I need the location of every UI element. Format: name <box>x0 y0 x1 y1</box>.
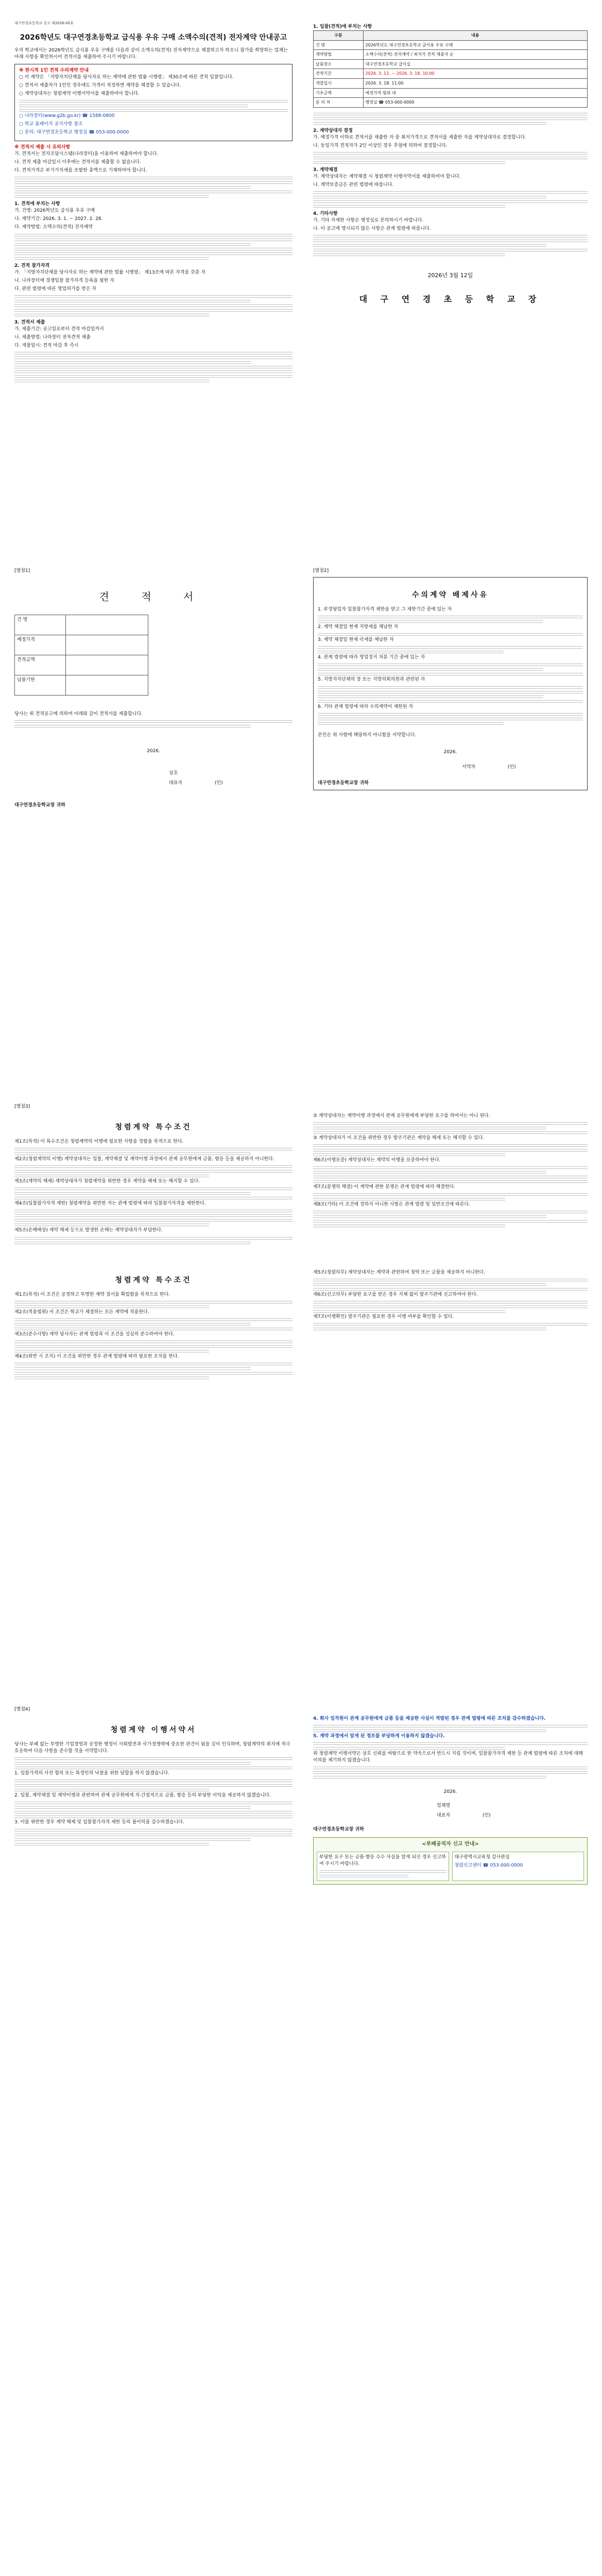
article: 제2조(청렴계약의 이행) 계약상대자는 입찰, 계약체결 및 계약이행 과정에서 관계 공무원에게 금품, 향응 등을 제공하지 아니한다. <box>14 1157 274 1162</box>
article: 제4조(입찰참가자격 제한) 청렴계약을 위반한 자는 관계 법령에 따라 입찰참가자격을 제한한다. <box>14 1201 206 1207</box>
pledge-box <box>313 577 588 790</box>
warning-line: ○ 계약상대자는 청렴계약 이행서약서를 제출하여야 합니다. <box>19 91 140 96</box>
section-item: 나. 제출방법: 나라장터 전자견적 제출 <box>14 334 91 340</box>
right-section-1 <box>313 167 588 208</box>
section-item: 나. 나라장터에 경쟁입찰 참가자격 등록을 필한 자 <box>14 278 114 283</box>
banner-right-panel <box>452 1852 584 1881</box>
warning-line: ○ 견적서 제출자가 1인인 경우에도 가격이 적정하면 계약을 체결할 수 있습니다. <box>19 82 181 88</box>
article: 제8조(기타) 이 조건에 정하지 아니한 사항은 관계 법령 및 일반조건에 따른다. <box>313 1202 471 1208</box>
estimate-rep: 대표자 (인) <box>169 781 223 786</box>
pledge-item: 4. 관계 법령에 따라 영업정지 처분 기간 중에 있는 자 <box>318 655 425 660</box>
pledge-addressee: 대구연경초등학교장 귀하 <box>318 780 369 786</box>
right-table-title: 1. 입찰(견적)에 부치는 사항 <box>313 24 372 29</box>
section-item: 가. 견적서는 전자조달시스템(나라장터)을 이용하여 제출하여야 합니다. <box>14 151 159 157</box>
section-title: 2. 견적 참가자격 <box>14 263 50 268</box>
banner-left-panel <box>317 1852 449 1881</box>
article: ② 계약상대자는 계약이행 과정에서 관계 공무원에게 부당한 요구를 하여서는 아니 된다. <box>313 1113 490 1118</box>
warning-title: ※ 한시적 1인 견적 수의계약 안내 <box>19 67 89 73</box>
article: 제2조(적용범위) 이 조건은 학교가 체결하는 모든 계약에 적용한다. <box>14 1309 149 1315</box>
integrity-rep: 대표자 (인) <box>437 1813 491 1819</box>
pledge-form-page <box>313 568 588 1082</box>
integrity-paragraph: 5. 계약 과정에서 알게 된 정보를 부당하게 이용하지 않겠습니다. <box>313 1734 445 1739</box>
pledge-date: 2026. <box>443 749 457 755</box>
integrity-addressee: 대구연경초등학교장 귀하 <box>313 1827 364 1833</box>
estimate-form-title: 견 적 서 <box>99 590 208 603</box>
pledge-item: 5. 지방자치단체의 장 또는 지방의회의원과 관련된 자 <box>318 677 425 683</box>
section-title: 1. 견적에 부치는 사항 <box>14 201 60 207</box>
notice-title: 2026학년도 대구연경초등학교 급식용 우유 구매 소액수의(견적) 전자계약 안내공고 <box>20 33 287 42</box>
pledge-item: 2. 계약 체결일 현재 지방세를 체납한 자 <box>318 624 399 630</box>
link-line[interactable]: ○ 문의: 대구연경초등학교 행정실 ☎ 053-000-0000 <box>19 130 129 135</box>
estimate-form-tag: [별첨1] <box>14 568 30 573</box>
terms-title-1: 청렴계약 특수조건 <box>115 1123 192 1131</box>
form-row: 견적금액 <box>15 655 148 675</box>
section-title: 4. 기타사항 <box>313 211 338 217</box>
table-header: 내용 <box>363 31 587 41</box>
integrity-company: 업체명 <box>437 1803 451 1809</box>
integrity-pledge-page <box>14 1707 293 2282</box>
integrity-title: 청렴계약 이행서약서 <box>110 1726 197 1734</box>
form-row: 건 명 <box>15 615 148 635</box>
table-row: 계약방법 소액수의(견적) 전자계약 / 최저가 견적 제출자 순 <box>314 50 588 60</box>
left-section-2 <box>14 263 293 316</box>
table-row: 견적기간 2026. 3. 12. ~ 2026. 3. 18. 10:00 <box>314 69 588 79</box>
notice-signature: 대 구 연 경 초 등 학 교 장 <box>359 294 542 304</box>
integrity-paragraph: 당사는 부패 없는 투명한 기업경영과 공정한 행정이 사회발전과 국가경쟁력에 중요한 관건이 됨을 깊이 인식하며, 청렴계약의 취지에 적극 호응하여 다음 사항을 준수할 것을 서약합니다. <box>14 1742 290 1754</box>
article: 제5조(손해배상) 계약 해제 등으로 발생한 손해는 계약상대자가 부담한다. <box>14 1228 163 1233</box>
section-item: 나. 동일가격 견적자가 2인 이상인 경우 추첨에 의하여 결정합니다. <box>313 143 448 148</box>
section-title: 3. 견적서 제출 <box>14 319 45 325</box>
form-input[interactable] <box>66 675 148 696</box>
table-row: 기초금액 예정가격 범위 내 <box>314 88 588 98</box>
notice-right-column <box>313 21 588 546</box>
article: 제3조(준수사항) 계약 당사자는 관계 법령과 이 조건을 성실히 준수하여야 한다. <box>14 1331 175 1337</box>
integrity-paragraph: 3. 이를 위반한 경우 계약 해제 및 입찰참가자격 제한 등의 불이익을 감수하겠습니다. <box>14 1820 184 1825</box>
table-row: 문 의 처 행정실 ☎ 053-000-0000 <box>314 98 588 108</box>
article: 제4조(위반 시 조치) 이 조건을 위반한 경우 관계 법령에 따라 필요한 조치를 한다. <box>14 1353 179 1359</box>
table-row: 개찰일시 2026. 3. 18. 11:00 <box>314 79 588 89</box>
link-line[interactable]: ○ 학교 홈페이지 공지사항 참조 <box>19 122 83 127</box>
report-banner <box>313 1837 588 1885</box>
banner-line[interactable]: 청렴신고센터 ☎ 053-000-0000 <box>454 1862 523 1868</box>
section-item: 나. 계약기간: 2026. 3. 1. ~ 2027. 2. 28. <box>14 216 103 222</box>
section-item: 다. 견적가격은 부가가치세를 포함한 총액으로 기재하여야 합니다. <box>14 168 147 174</box>
pledge-title: 수의계약 배제사유 <box>411 591 489 599</box>
contract-terms-page <box>14 1104 293 1685</box>
pledge-signer: 서약자 (인) <box>462 764 516 770</box>
form-input[interactable] <box>66 635 148 655</box>
section-title: 2. 계약상대자 결정 <box>313 128 353 133</box>
article: 제6조(신고의무) 부당한 요구를 받은 경우 지체 없이 발주기관에 신고하여야 한다. <box>313 1292 478 1298</box>
warning-box <box>14 64 293 141</box>
article: 제5조(청렴의무) 계약상대자는 계약과 관련하여 청탁 또는 금품을 제공하지 아니한다. <box>313 1270 486 1276</box>
warning-line: ○ 이 계약은 「지방자치단체를 당사자로 하는 계약에 관한 법률 시행령」 제30조에 따른 견적 입찰입니다. <box>19 74 234 80</box>
integrity-tag: [별첨4] <box>14 1707 30 1712</box>
right-section-2 <box>313 211 588 256</box>
estimate-company: 상호 <box>169 771 178 776</box>
notice-page <box>14 21 588 546</box>
pledge-item: 6. 기타 관계 법령에 따라 수의계약이 제한된 자 <box>318 704 414 709</box>
notice-intro: 우리 학교에서는 2026학년도 급식용 우유 구매를 다음과 같이 소액수의(견적) 전자계약으로 체결하고자 하오니 참가를 희망하는 업체는 아래 사항을 확인하시어 견적서를 제출하여 주시기 바랍니다. <box>14 47 288 60</box>
integrity-date: 2026. <box>443 1789 457 1795</box>
contract-terms-right-page <box>313 1113 588 1685</box>
integrity-paragraph: 4. 회사 임직원이 관계 공무원에게 금품 등을 제공한 사실이 적발된 경우 관계 법령에 따른 조치를 감수하겠습니다. <box>313 1716 546 1721</box>
right-section-0 <box>313 128 588 164</box>
estimate-fields-table <box>14 615 148 696</box>
article: 제1조(목적) 이 특수조건은 청렴계약의 이행에 필요한 사항을 정함을 목적으로 한다. <box>14 1139 184 1145</box>
article: 제6조(이행보증) 계약상대자는 계약의 이행을 보증하여야 한다. <box>313 1158 441 1163</box>
section-item: 나. 견적 제출 마감일시 이후에는 견적서를 제출할 수 없습니다. <box>14 160 141 165</box>
banner-line: 부당한 요구 또는 금품·향응 수수 사실을 알게 되신 경우 신고하여 주시기 바랍니다. <box>319 1854 446 1867</box>
section-item: 가. 예정가격 이하로 견적서를 제출한 자 중 최저가격으로 견적서를 제출한 자를 계약상대자로 결정합니다. <box>313 134 526 140</box>
left-section-1 <box>14 201 293 259</box>
integrity-paragraph: 2. 입찰, 계약체결 및 계약이행과 관련하여 관계 공무원에게 직·간접적으로 금품, 향응 등의 부당한 이익을 제공하지 않겠습니다. <box>14 1793 271 1799</box>
section-item: 다. 관련 법령에 따른 영업허가를 받은 자 <box>14 286 97 292</box>
form-input[interactable] <box>66 655 148 675</box>
left-section-3 <box>14 319 293 382</box>
integrity-paragraph: 위 청렴계약 이행서약은 상호 신뢰를 바탕으로 한 약속으로서 반드시 지킬 것이며, 입찰참가자격 제한 등 관계 법령에 따른 조치에 대해 이의를 제기하지 않겠습니다. <box>313 1751 583 1764</box>
terms-title-2: 청렴계약 특수조건 <box>115 1276 192 1284</box>
section-item: 나. 계약보증금은 관련 법령에 따릅니다. <box>313 182 394 188</box>
pledge-item: 3. 계약 체결일 현재 국세를 체납한 자 <box>318 637 394 643</box>
section-item: 가. 계약상대자는 계약체결 시 청렴계약 이행서약서를 제출하여야 합니다. <box>313 174 461 179</box>
pledge-conclusion: 본인은 위 사항에 해당하지 아니함을 서약합니다. <box>318 732 417 738</box>
section-item: 다. 계약방법: 소액수의(견적) 전자계약 <box>14 225 93 230</box>
section-item: 가. 기타 자세한 사항은 행정실로 문의하시기 바랍니다. <box>313 218 424 224</box>
pledge-form-tag: [별첨2] <box>313 568 329 573</box>
table-header: 구분 <box>314 31 364 41</box>
section-item: 가. 건명: 2026학년도 급식용 우유 구매 <box>14 208 95 214</box>
banner-line: 대구광역시교육청 감사관실 <box>454 1854 510 1860</box>
estimate-form-page <box>14 568 293 1082</box>
section-item: 다. 개찰일시: 견적 마감 후 즉시 <box>14 343 79 348</box>
notice-date: 2026년 3월 12일 <box>427 272 473 279</box>
section-title: ※ 견적서 제출 시 유의사항 <box>14 145 71 150</box>
link-line[interactable]: ○ 나라장터(www.g2b.go.kr) ☎ 1588-0800 <box>19 113 115 119</box>
left-section-0 <box>14 144 293 198</box>
integrity-paragraph: 1. 입찰가격의 사전 협의 또는 특정인의 낙찰을 위한 담합을 하지 않겠습니다. <box>14 1771 169 1776</box>
bid-info-table <box>313 30 588 108</box>
article: ③ 계약상대자가 이 조건을 위반한 경우 발주기관은 계약을 해제 또는 해지할 수 있다. <box>313 1136 485 1141</box>
integrity-pledge-right-page <box>313 1716 588 2282</box>
article: 제1조(목적) 이 조건은 공정하고 투명한 계약 질서를 확립함을 목적으로 한다. <box>14 1292 170 1297</box>
form-row: 납품기한 <box>15 675 148 696</box>
terms-tag: [별첨3] <box>14 1104 30 1109</box>
section-item: 나. 이 공고에 명시되지 않은 사항은 관계 법령에 따릅니다. <box>313 226 431 232</box>
pledge-item: 1. 부정당업자 입찰참가자격 제한을 받고 그 제한기간 중에 있는 자 <box>318 607 452 613</box>
estimate-addressee: 대구연경초등학교장 귀하 <box>14 803 65 808</box>
form-input[interactable] <box>66 615 148 635</box>
notice-left-column <box>14 21 293 546</box>
notice-header: 대구연경초등학교 공고 제2026-00호 <box>14 21 74 25</box>
section-item: 가. 「지방자치단체를 당사자로 하는 계약에 관한 법률 시행령」 제13조에 따른 자격을 갖춘 자 <box>14 269 205 275</box>
banner-title: <부패공직자 신고 안내> <box>422 1841 479 1848</box>
estimate-date: 2026. <box>147 749 160 754</box>
article: 제3조(계약의 해제) 계약상대자가 청렴계약을 위반한 경우 계약을 해제 또는 해지할 수 있다. <box>14 1179 200 1184</box>
article: 제7조(이행확인) 발주기관은 필요한 경우 이행 여부를 확인할 수 있다. <box>313 1314 454 1320</box>
article: 제7조(분쟁의 해결) 이 계약에 관한 분쟁은 관계 법령에 따라 해결한다. <box>313 1184 456 1190</box>
form-row: 예정가격 <box>15 635 148 655</box>
table-row: 납품장소 대구연경초등학교 급식실 <box>314 59 588 69</box>
table-row: 건 명 2026학년도 대구연경초등학교 급식용 우유 구매 <box>314 40 588 50</box>
section-title: 3. 계약체결 <box>313 167 338 173</box>
estimate-form-body: 당사는 위 견적공고에 의하여 아래와 같이 견적서를 제출합니다. <box>14 711 143 717</box>
section-item: 가. 제출기간: 공고일로부터 견적 마감일까지 <box>14 326 104 332</box>
